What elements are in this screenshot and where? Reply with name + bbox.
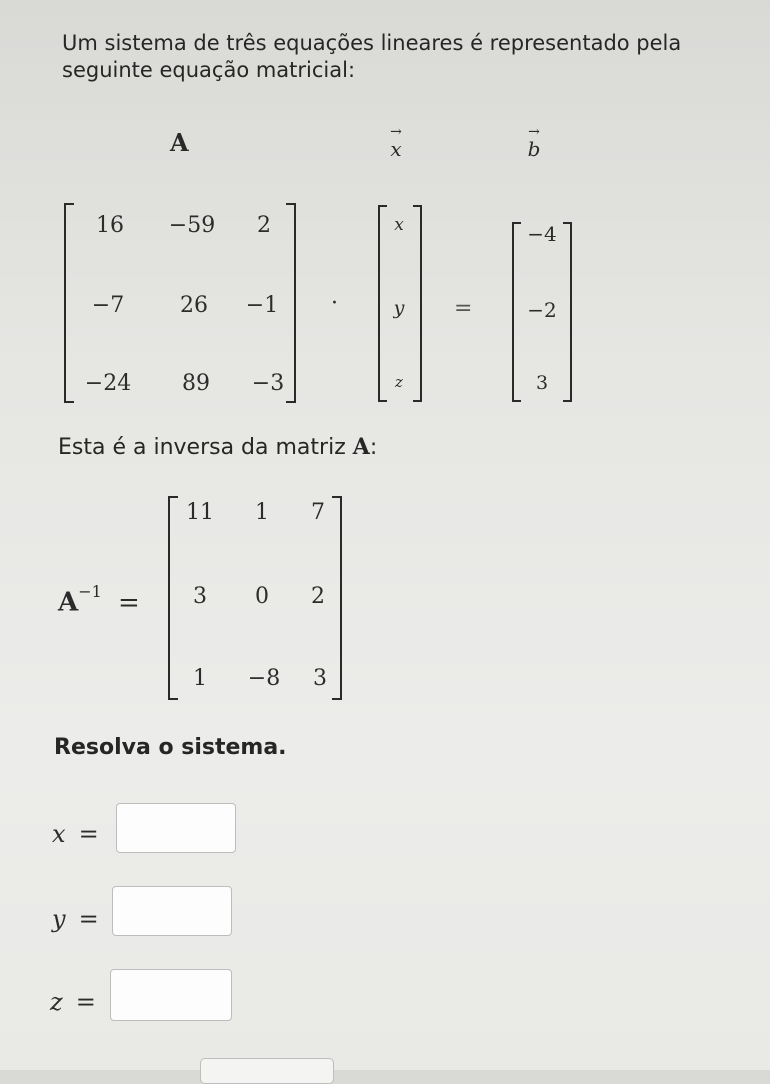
vector-x-cell: z bbox=[395, 373, 403, 391]
x-vector-label: → x bbox=[386, 126, 406, 160]
matrix-a-cell: 89 bbox=[182, 371, 210, 396]
matrix-inv-cell: 11 bbox=[186, 500, 214, 525]
matrix-a-cell: 2 bbox=[257, 213, 271, 238]
answer-row-y: y = bbox=[52, 905, 99, 933]
solve-prompt: Resolva o sistema. bbox=[54, 735, 287, 760]
answer-row-z: z = bbox=[50, 988, 96, 1016]
inverse-label: $A^{-1}$ = bbox=[58, 582, 140, 618]
matrix-a-cell: −59 bbox=[168, 213, 216, 238]
matrix-inv-cell: 1 bbox=[193, 666, 207, 691]
answer-var: x bbox=[52, 820, 66, 848]
answer-row-x: x = bbox=[52, 820, 99, 848]
submit-button[interactable] bbox=[200, 1058, 334, 1084]
matrix-inv-cell: −8 bbox=[247, 666, 281, 691]
answer-input-y[interactable] bbox=[112, 886, 232, 936]
matrix-inv-cell: 7 bbox=[311, 500, 325, 525]
answer-input-z[interactable] bbox=[110, 969, 232, 1021]
inverse-intro: Esta é a inversa da matriz A: bbox=[58, 434, 378, 460]
problem-statement: Um sistema de três equações lineares é representado pela seguinte equação matricial: bbox=[62, 31, 682, 82]
b-vector-label: → b bbox=[524, 126, 544, 160]
equals-sign: = bbox=[454, 296, 473, 321]
matrix-a bbox=[64, 203, 364, 403]
arrow-icon: → bbox=[390, 124, 402, 140]
matrix-inv-cell: 0 bbox=[255, 584, 269, 609]
vector-x-cell: x bbox=[394, 215, 404, 235]
matrix-a-inverse bbox=[168, 496, 358, 700]
matrix-a-cell: −1 bbox=[245, 293, 279, 318]
matrix-a-label: A bbox=[170, 128, 189, 157]
matrix-inv-cell: 3 bbox=[313, 666, 327, 691]
vector-b-cell: 3 bbox=[535, 372, 549, 394]
matrix-a-cell: −3 bbox=[251, 371, 285, 396]
matrix-a-cell: −7 bbox=[91, 293, 125, 318]
matrix-inv-cell: 3 bbox=[193, 584, 207, 609]
vector-x bbox=[378, 205, 428, 400]
vector-b bbox=[512, 222, 582, 402]
vector-x-cell: y bbox=[393, 297, 405, 319]
dot-operator: · bbox=[331, 291, 338, 316]
matrix-inv-cell: 2 bbox=[311, 584, 325, 609]
answer-var: y bbox=[52, 905, 66, 933]
matrix-a-cell: 26 bbox=[180, 293, 208, 318]
arrow-icon: → bbox=[528, 124, 540, 140]
answer-input-x[interactable] bbox=[116, 803, 236, 853]
matrix-a-cell: −24 bbox=[84, 371, 132, 396]
vector-b-cell: −2 bbox=[527, 298, 557, 322]
matrix-inv-cell: 1 bbox=[255, 500, 269, 525]
vector-b-cell: −4 bbox=[527, 222, 557, 246]
answer-var: z bbox=[50, 988, 63, 1016]
matrix-a-cell: 16 bbox=[96, 213, 124, 238]
